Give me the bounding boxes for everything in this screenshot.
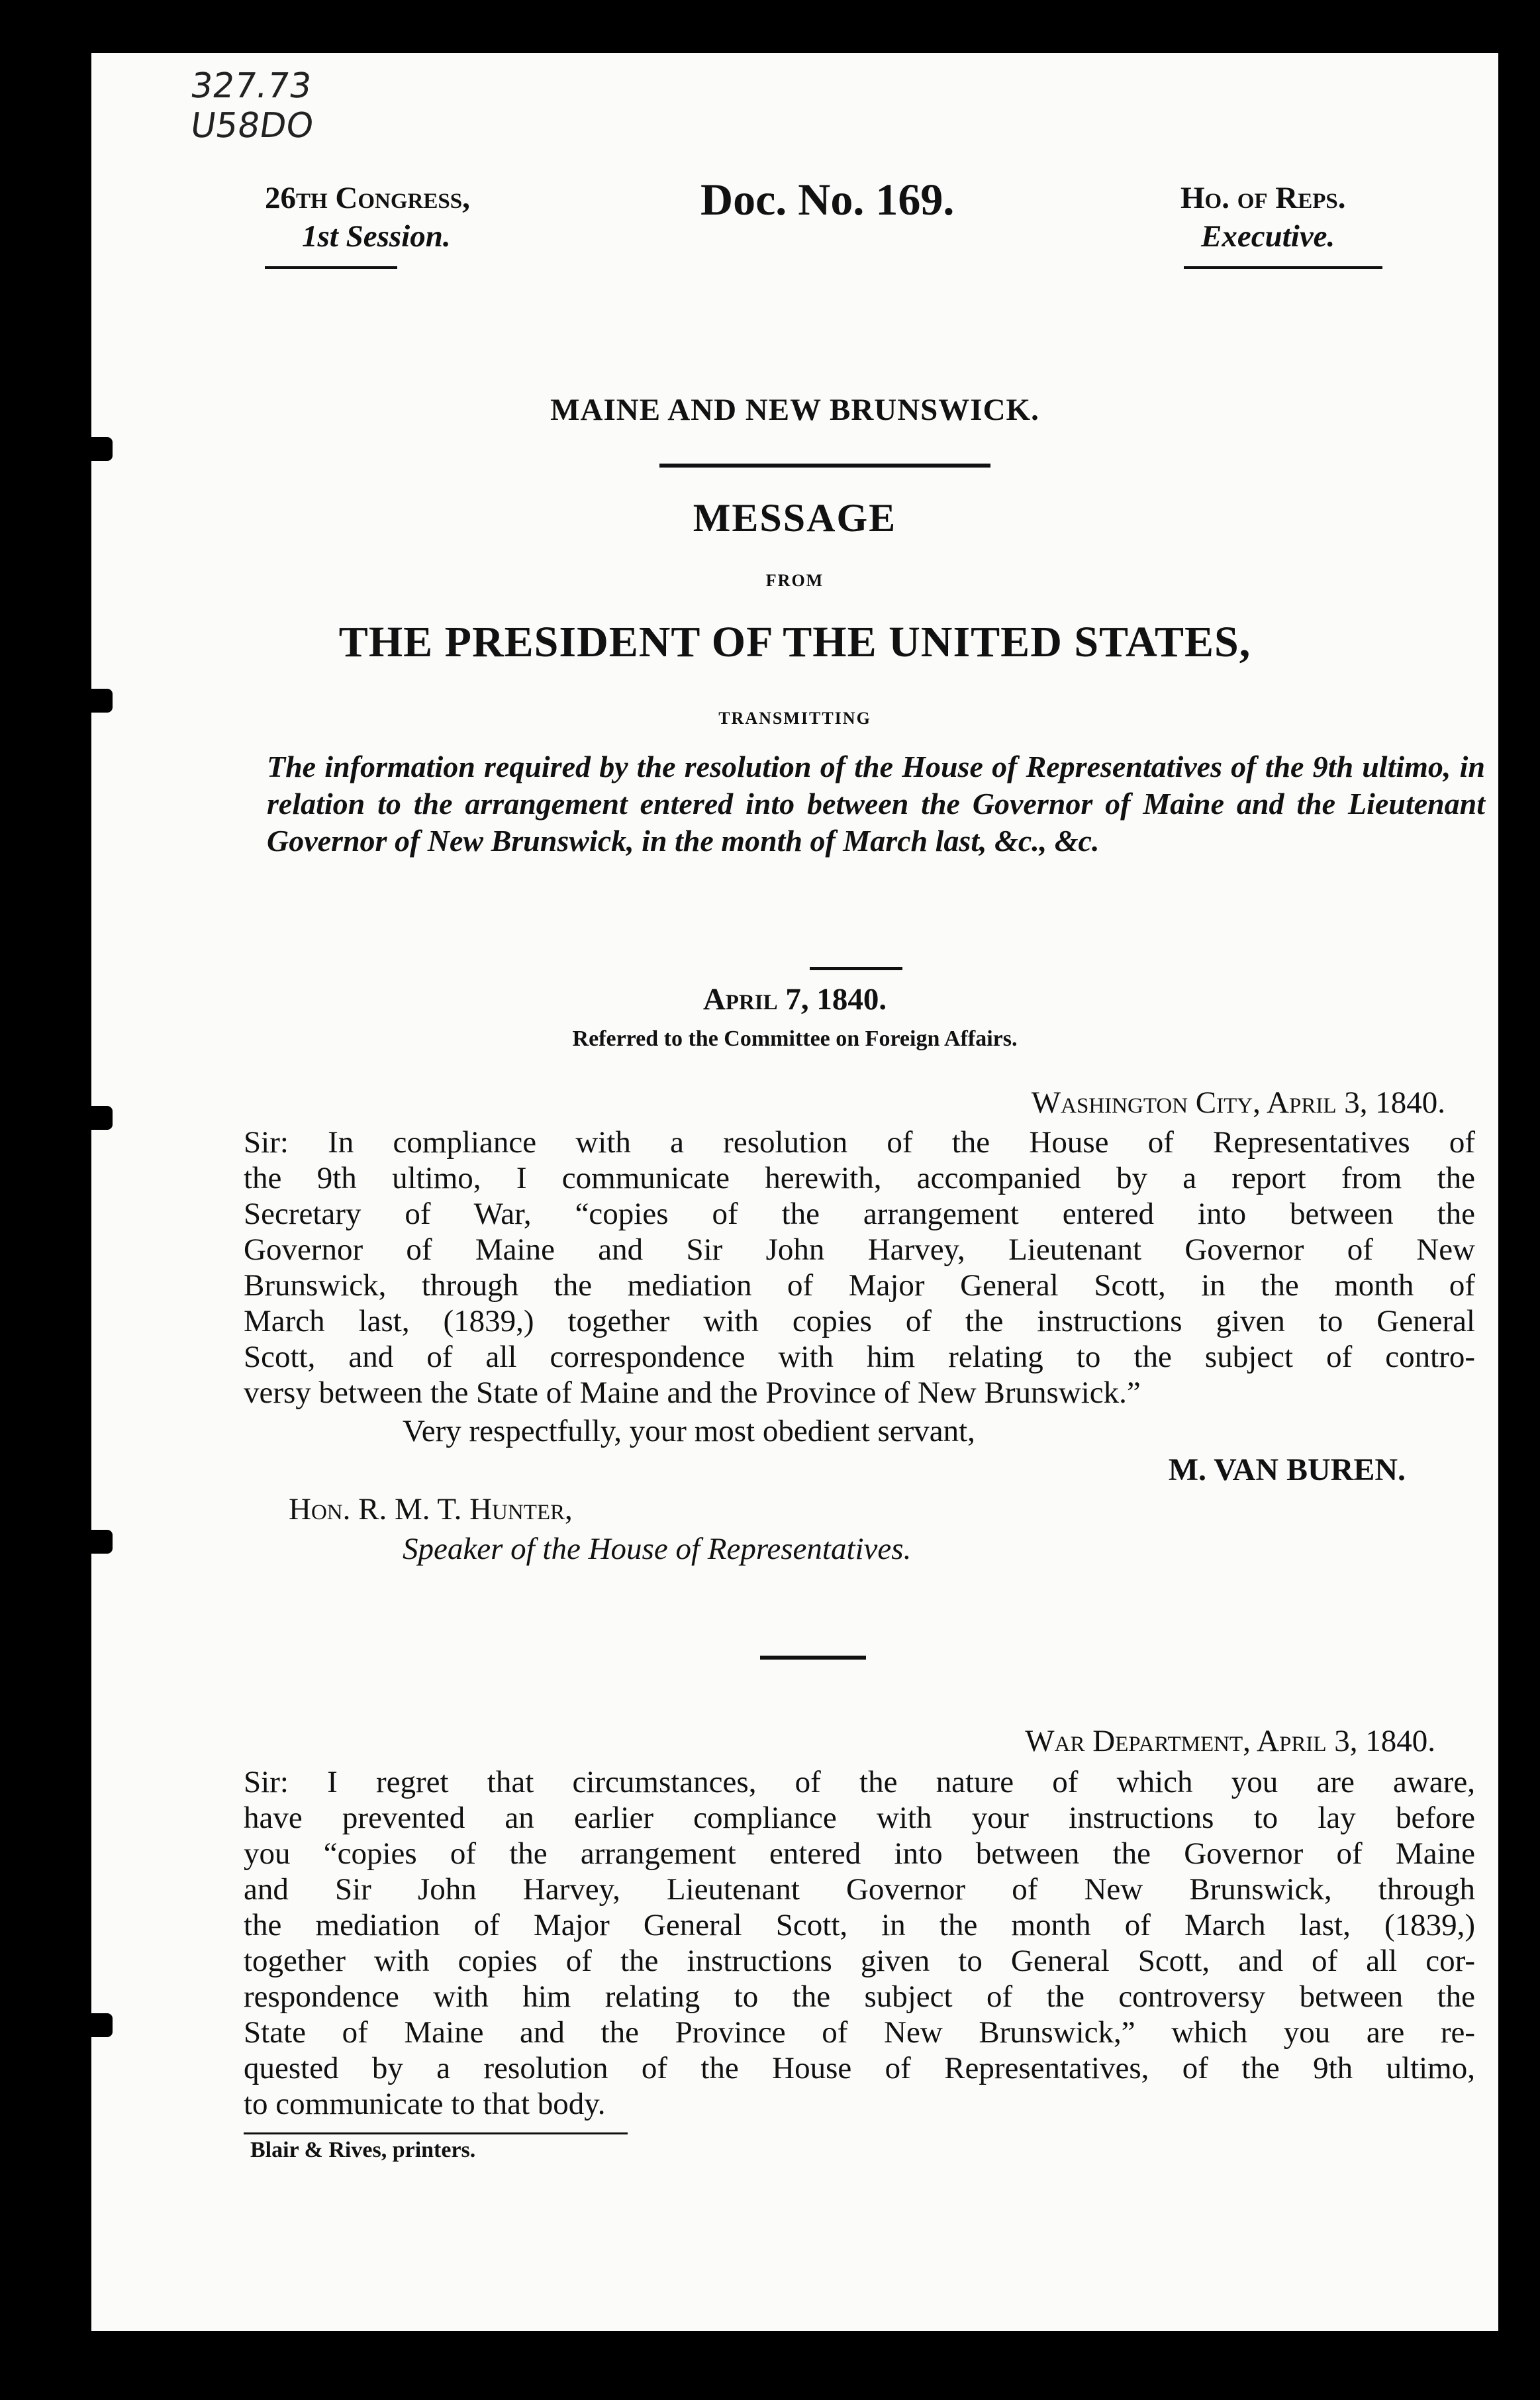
binding-hole [83,437,113,461]
letter2-place-date: War Department, April 3, 1840. [1025,1724,1435,1758]
letter1-line: Brunswick, through the mediation of Major General Scott, in the month of [244,1268,1475,1303]
session-label: 1st Session. [302,219,451,254]
header-rule-left [265,266,397,269]
letter2-line: respondence with him relating to the subject of the controversy between the [244,1979,1475,2014]
letter1-line: Scott, and of all correspondence with him relating to the subject of contro- [244,1340,1475,1374]
house-label: Ho. of Reps. [1180,181,1346,215]
letter1-addressee-title: Speaker of the House of Representatives. [403,1532,912,1566]
letter2-line: and Sir John Harvey, Lieutenant Governor of New Brunswick, through [244,1872,1475,1907]
letter2-line: you “copies of the arrangement entered into between the Governor of Maine [244,1836,1475,1871]
letter2-line: together with copies of the instructions given to General Scott, and of all cor- [244,1944,1475,1978]
binding-hole [83,1106,113,1130]
executive-label: Executive. [1201,219,1335,254]
letter2-line: State of Maine and the Province of New Brunswick,” which you are re- [244,2015,1475,2050]
message-heading: MESSAGE [693,496,897,540]
letter2-line: the mediation of Major General Scott, in the month of March last, (1839,) [244,1908,1475,1942]
call-number-line-2: U58DO [187,106,316,146]
call-number-line-1: 327.73 [187,66,314,106]
subject-rule [659,464,990,468]
letter1-line: Governor of Maine and Sir John Harvey, Lieutenant Governor of New [244,1232,1475,1267]
letter1-line: Secretary of War, “copies of the arrangement entered into between the [244,1197,1475,1231]
report-date: April 7, 1840. [702,982,887,1017]
letter1-place-date: Washington City, April 3, 1840. [1031,1085,1445,1120]
letter1-addressee: Hon. R. M. T. Hunter, [289,1492,573,1526]
printer-imprint: Blair & Rives, printers. [250,2138,476,2162]
printer-rule [244,2132,628,2134]
subject-title: MAINE AND NEW BRUNSWICK. [550,393,1039,427]
letter1-closing: Very respectfully, your most obedient servant, [403,1414,975,1448]
letter2-line: to communicate to that body. [244,2087,606,2121]
binding-hole [83,2013,113,2037]
letter2-line: have prevented an earlier compliance with your instructions to lay before [244,1801,1475,1835]
header-rule-right [1184,266,1382,269]
section-rule [760,1656,866,1660]
letter1-signature: M. VAN BUREN. [1168,1452,1406,1487]
congress-label: 26th Congress, [265,181,470,215]
description-rule [810,967,902,970]
letter1-line: March last, (1839,) together with copies of the instructions given to General [244,1304,1475,1338]
committee-referral: Referred to the Committee on Foreign Affairs. [572,1026,1018,1051]
doc-number: Doc. No. 169. [700,174,955,225]
binding-hole [83,1530,113,1554]
letter2-line: Sir: I regret that circumstances, of the nature of which you are aware, [244,1765,1475,1799]
document-page [91,53,1498,2331]
letter1-line: the 9th ultimo, I communicate herewith, accompanied by a report from the [244,1161,1475,1195]
from-label: FROM [765,571,824,590]
letter2-line: quested by a resolution of the House of Representatives, of the 9th ultimo, [244,2051,1475,2085]
president-heading: THE PRESIDENT OF THE UNITED STATES, [338,618,1251,666]
letter1-line: versy between the State of Maine and the Province of New Brunswick.” [244,1375,1141,1410]
message-description: The information required by the resolution of the House of Representatives of the 9th ultimo, in relation to the arrangement entered into between the Governor of Maine and the Lieutenant Governor of New Brunswick, in the month of March last, &c., &c. [267,750,1485,858]
letter1-line: Sir: In compliance with a resolution of the House of Representatives of [244,1125,1475,1160]
transmitting-label: TRANSMITTING [718,709,871,728]
